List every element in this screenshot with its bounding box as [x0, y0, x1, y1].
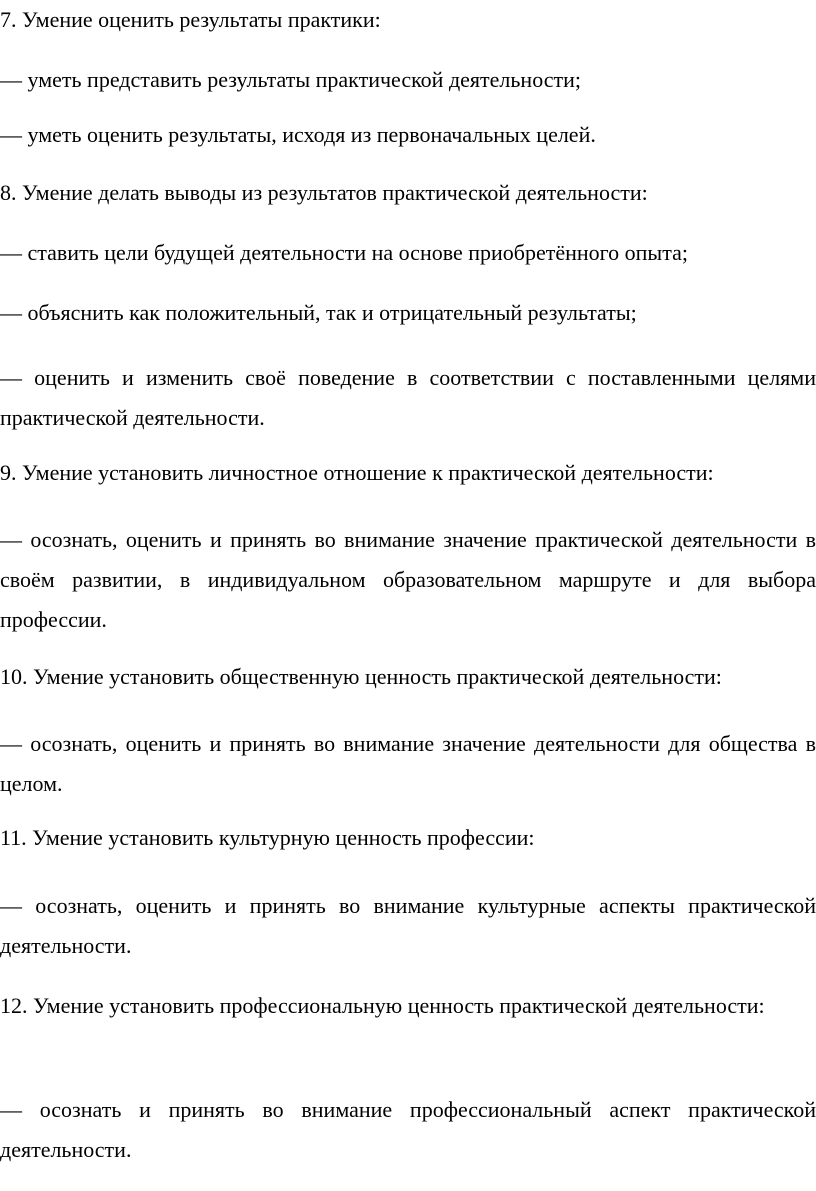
item-7-heading: 7. Умение оценить результаты практики: [0, 7, 381, 32]
item-12-heading: 12. Умение установить профессиональную ценность практической деятельности: [0, 993, 765, 1018]
item-8-heading: 8. Умение делать выводы из результатов практической деятельности: [0, 180, 648, 205]
item-11-point-1: — осознать, оценить и принять во внимание культурные аспекты практической деятельности. [0, 893, 816, 958]
item-8-point-1: — ставить цели будущей деятельности на основе приобретённого опыта; [0, 240, 688, 265]
item-7-point-1: — уметь представить результаты практической деятельности; [0, 67, 582, 92]
item-12-point-1: — осознать и принять во внимание профессиональный аспект практической деятельности. [0, 1097, 816, 1162]
item-7-point-2: — уметь оценить результаты, исходя из первоначальных целей. [0, 122, 596, 147]
item-11-heading: 11. Умение установить культурную ценность профессии: [0, 825, 535, 850]
item-10-point-1: — осознать, оценить и принять во внимание значение деятельности для общества в целом. [0, 731, 816, 796]
item-8-point-3: — оценить и изменить своё поведение в соответствии с поставленными целями практической деятельности. [0, 365, 816, 430]
item-9-point-1: — осознать, оценить и принять во внимание значение практической деятельности в своём развитии, в индивидуальном образовательном маршруте и для выбора профессии. [0, 527, 816, 632]
item-10-heading: 10. Умение установить общественную ценность практической деятельности: [0, 664, 722, 689]
item-8-point-2: — объяснить как положительный, так и отрицательный результаты; [0, 300, 637, 325]
item-9-heading: 9. Умение установить личностное отношение к практической деятельности: [0, 460, 714, 485]
